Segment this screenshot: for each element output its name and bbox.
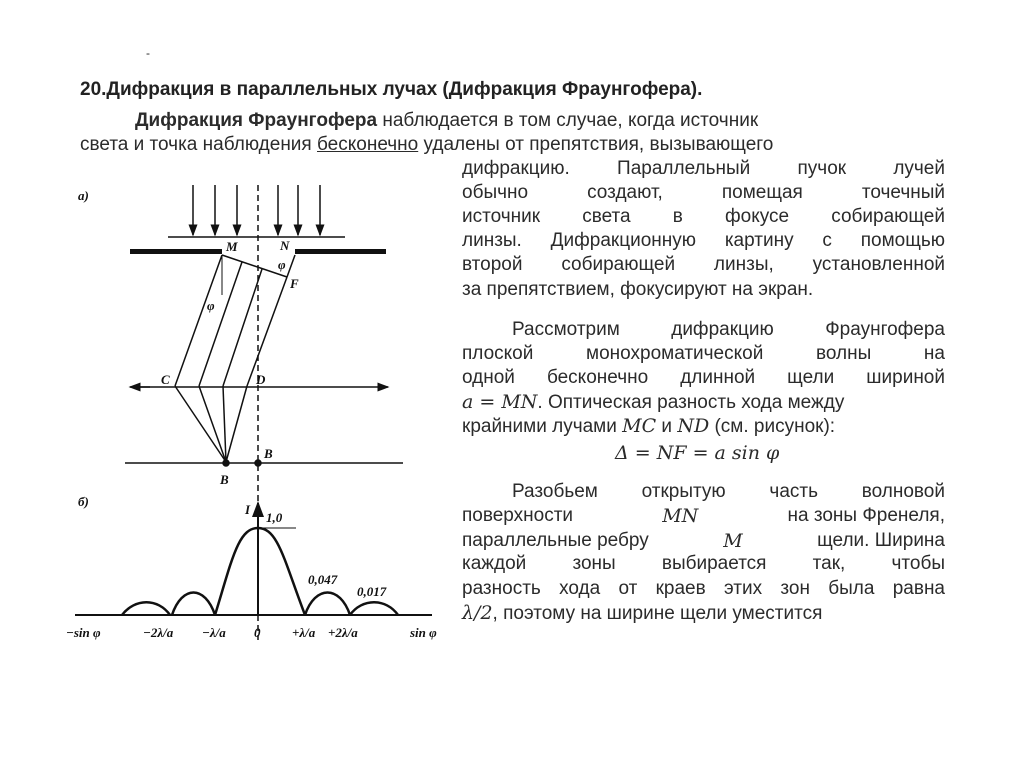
- text: и: [656, 416, 678, 437]
- tick-label: −2λ/a: [143, 625, 174, 640]
- math: ND: [677, 415, 710, 437]
- tick-label: sin φ: [410, 625, 437, 640]
- ray-nd: [247, 277, 287, 386]
- math-lambda-half: λ/2: [462, 602, 493, 624]
- paragraph1-line: за препятствием, фокусируют на экран.: [462, 279, 814, 300]
- tick-label: −λ/a: [202, 625, 226, 640]
- side-max-1: 0,047: [308, 572, 338, 587]
- paragraph1-line: линзы. Дифракционную картину с помощью: [462, 230, 945, 251]
- math: MC: [622, 415, 657, 437]
- peak-value: 1,0: [266, 510, 283, 525]
- paragraph3-line: каждой зоны выбирается так, чтобы: [462, 553, 945, 574]
- text: на зоны Френеля,: [787, 505, 945, 526]
- underlined-word: бесконечно: [317, 134, 419, 155]
- paragraph1-line: второй собирающей линзы, установленной: [462, 254, 945, 275]
- text: наблюдается в том случае, когда источник: [377, 110, 759, 131]
- screen-left: [130, 249, 222, 254]
- label-f: F: [290, 276, 299, 291]
- text: света и точка наблюдения: [80, 134, 317, 155]
- ray: [223, 269, 262, 386]
- formula-path-difference: Δ = NF = a sin φ: [615, 442, 780, 464]
- figure-b: [66, 494, 437, 640]
- paragraph2-line: одной бесконечно длинной щели шириной: [462, 367, 945, 388]
- angle-phi: φ: [278, 257, 286, 272]
- label-c: C: [161, 372, 170, 387]
- text: удалены от препятствия, вызывающего: [418, 134, 774, 155]
- tick-label: −sin φ: [66, 625, 101, 640]
- side-max-2: 0,017: [357, 584, 387, 599]
- label-d: D: [256, 372, 266, 387]
- math: M: [723, 530, 743, 552]
- tick-label: 0: [254, 625, 261, 640]
- paragraph1-line: источник света в фокусе собирающей: [462, 206, 945, 227]
- text: . Оптическая разность хода между: [537, 392, 845, 413]
- incident-rays: [193, 185, 320, 235]
- y-axis-label: I: [245, 502, 251, 517]
- figure-a: [78, 185, 403, 640]
- text: (см. рисунок):: [709, 416, 836, 437]
- label-b-focus: B: [220, 472, 229, 487]
- label-m: M: [226, 239, 238, 254]
- section-title: 20.Дифракция в параллельных лучах (Дифракция Фраунгофера).: [80, 79, 703, 100]
- paragraph2-line: Рассмотрим дифракцию Фраунгофера: [512, 319, 945, 340]
- ray-to-b: [199, 386, 226, 462]
- paragraph1-line: обычно создают, помещая точечный: [462, 182, 945, 203]
- point-b-focus: [223, 460, 229, 466]
- diffracted-rays: [175, 255, 287, 462]
- text: щели. Ширина: [817, 530, 945, 551]
- figure-b-label: б): [78, 494, 89, 509]
- label-n: N: [280, 238, 290, 253]
- ray: [199, 262, 242, 386]
- text: крайними лучами: [462, 416, 623, 437]
- term-fraunhofer: Дифракция Фраунгофера: [135, 110, 378, 131]
- point-b-center: [255, 460, 261, 466]
- line-nf: [287, 255, 295, 277]
- text: параллельные ребру: [462, 530, 649, 551]
- paragraph1-line: дифракцию. Параллельный пучок лучей: [462, 158, 945, 179]
- math-a-equals-mn: a = MN: [462, 391, 538, 413]
- angle-phi: φ: [207, 298, 215, 313]
- paragraph3-line: Разобьем открытую часть волновой: [512, 481, 945, 502]
- paragraph3-line: разность хода от краев этих зон была равна: [462, 578, 945, 599]
- page-mark: -: [146, 46, 150, 60]
- tick-label: +2λ/a: [328, 625, 358, 640]
- label-b-center: B: [264, 446, 273, 461]
- ray-mc: [175, 255, 222, 386]
- text: , поэтому на ширине щели уместится: [492, 603, 823, 624]
- ray-to-b: [226, 386, 247, 462]
- math: MN: [662, 505, 699, 527]
- text: поверхности: [462, 505, 574, 526]
- ray-to-b: [223, 386, 226, 462]
- figure-b-labels: [66, 502, 437, 640]
- screen-right: [295, 249, 386, 254]
- tick-label: +λ/a: [292, 625, 316, 640]
- paragraph2-line: плоской монохроматической волны на: [462, 343, 945, 364]
- ray-to-b: [175, 386, 226, 462]
- intensity-curve: [122, 528, 398, 615]
- figure-a-label: а): [78, 188, 89, 203]
